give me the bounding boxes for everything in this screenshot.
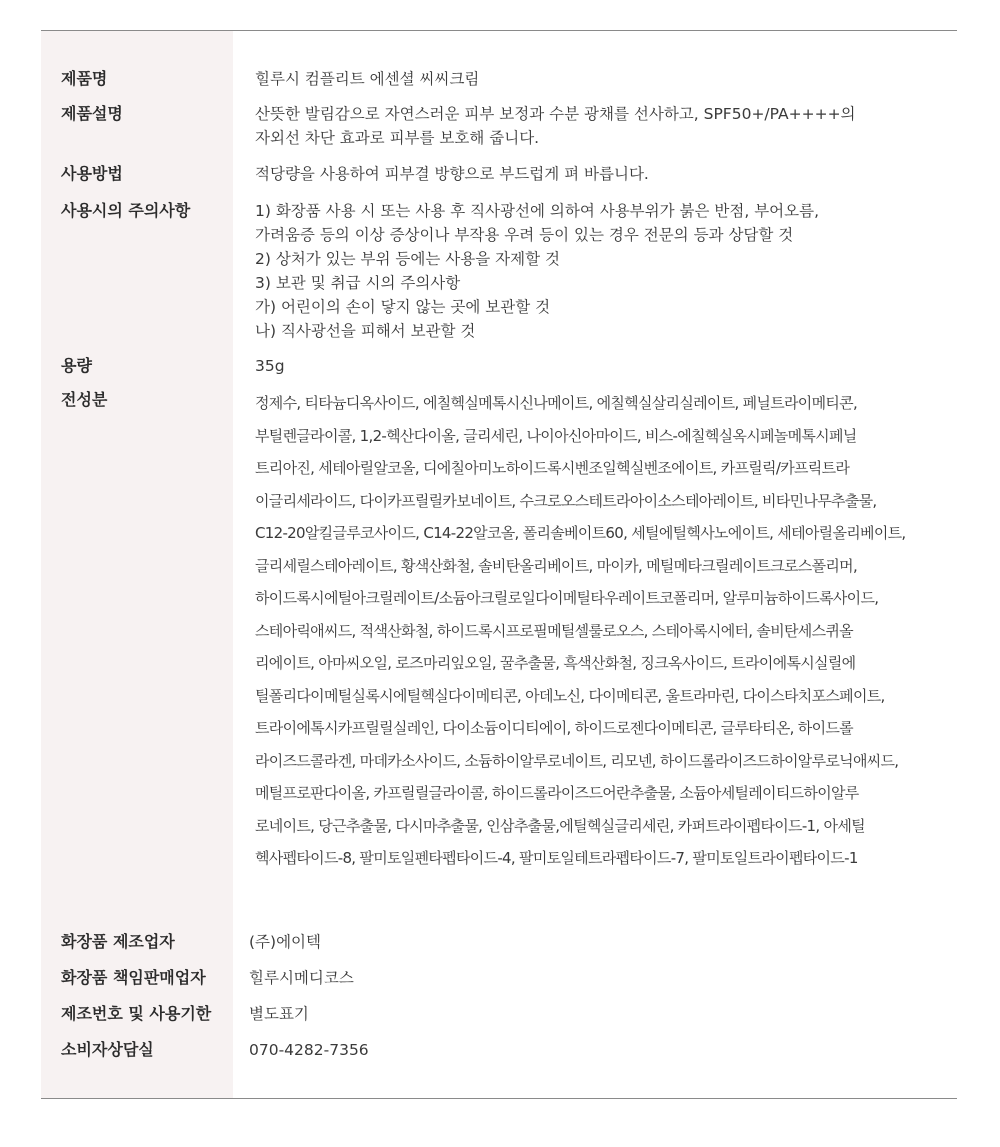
ingredient-line: 틸폴리다이메틸실록시에틸헥실다이메티콘, 아데노신, 다이메티콘, 울트라마린, 다이스타치포스페이트,	[255, 686, 885, 705]
label-precautions: 사용시의 주의사항	[61, 201, 191, 220]
label-lot-expiry: 제조번호 및 사용기한	[61, 1004, 212, 1023]
ingredient-line: 메틸프로판다이올, 카프릴릴글라이콜, 하이드롤라이즈드어란추출물, 소듐아세틸레이티드하이알루	[255, 784, 859, 802]
precaution-line: 1) 화장품 사용 시 또는 사용 후 직사광선에 의하여 사용부위가 붉은 반점, 부어오름,	[255, 202, 820, 220]
ingredient-line: 스테아릭애씨드, 적색산화철, 하이드록시프로필메틸셀룰로오스, 스테아록시에터, 솔비탄세스퀴올	[255, 621, 853, 640]
description-line: 산뜻한 발림감으로 자연스러운 피부 보정과 수분 광채를 선사하고, SPF50+/PA++++의	[255, 105, 856, 123]
value-ingredients	[255, 387, 945, 875]
label-product-name: 제품명	[61, 69, 108, 88]
label-volume: 용량	[61, 356, 92, 375]
precaution-line: 가) 어린이의 손이 닿지 않는 곳에 보관할 것	[255, 298, 551, 316]
ingredient-line: C12-20알킬글루코사이드, C14-22알코올, 폴리솔베이트60, 세틸에틸헥사노에이트, 세테아릴올리베이트,	[255, 524, 906, 542]
value-description	[255, 102, 945, 150]
ingredient-line: 이글리세라이드, 다이카프릴릴카보네이트, 수크로오스테트라아이소스테아레이트, 비타민나무추출물,	[255, 491, 877, 510]
ingredient-line: 헥사펩타이드-8, 팔미토일펜타펩타이드-4, 팔미토일테트라펩타이드-7, 팔미토일트라이펩타이드-1	[255, 849, 858, 867]
value-seller: 힐루시메디코스	[249, 969, 354, 987]
value-precautions	[255, 199, 945, 343]
ingredient-line: 로네이트, 당근추출물, 다시마추출물, 인삼추출물,에틸헥실글리세린, 카퍼트라이펩타이드-1, 아세틸	[255, 816, 865, 835]
label-ingredients: 전성분	[61, 390, 108, 409]
value-consumer-center: 070-4282-7356	[249, 1041, 369, 1059]
label-usage: 사용방법	[61, 164, 123, 183]
label-manufacturer: 화장품 제조업자	[61, 932, 175, 951]
label-consumer-center: 소비자상담실	[61, 1040, 154, 1059]
ingredient-line: 트라이에톡시카프릴릴실레인, 다이소듐이디티에이, 하이드로젠다이메티콘, 글루타티온, 하이드롤	[255, 719, 853, 737]
value-usage: 적당량을 사용하여 피부결 방향으로 부드럽게 펴 바릅니다.	[255, 165, 649, 183]
value-lot-expiry: 별도표기	[249, 1005, 309, 1023]
label-seller: 화장품 책임판매업자	[61, 968, 206, 987]
precaution-line: 2) 상처가 있는 부위 등에는 사용을 자제할 것	[255, 250, 560, 268]
value-product-name: 힐루시 컴플리트 에센셜 씨씨크림	[255, 70, 480, 88]
ingredient-line: 리에이트, 아마씨오일, 로즈마리잎오일, 꿀추출물, 흑색산화철, 징크옥사이드, 트라이에톡시실릴에	[255, 654, 856, 672]
precaution-line: 가려움증 등의 이상 증상이나 부작용 우려 등이 있는 경우 전문의 등과 상담할 것	[255, 226, 794, 244]
ingredient-line: 부틸렌글라이콜, 1,2-헥산다이올, 글리세린, 나이아신아마이드, 비스-에칠헥실옥시페놀메톡시페닐	[255, 426, 857, 445]
label-description: 제품설명	[61, 104, 123, 123]
ingredient-line: 트리아진, 세테아릴알코올, 디에칠아미노하이드록시벤조일헥실벤조에이트, 카프릴릭/카프릭트라	[255, 459, 850, 477]
precaution-line: 3) 보관 및 취급 시의 주의사항	[255, 274, 461, 292]
description-line: 자외선 차단 효과로 피부를 보호해 줍니다.	[255, 129, 540, 147]
ingredient-line: 정제수, 티타늄디옥사이드, 에칠헥실메톡시신나메이트, 에칠헥실살리실레이트, 페닐트라이메티콘,	[255, 394, 858, 412]
ingredient-line: 글리세릴스테아레이트, 황색산화철, 솔비탄올리베이트, 마이카, 메틸메타크릴레이트크로스폴리머,	[255, 556, 858, 575]
precaution-line: 나) 직사광선을 피해서 보관할 것	[255, 322, 476, 340]
value-volume: 35g	[255, 357, 285, 375]
ingredient-line: 라이즈드콜라겐, 마데카소사이드, 소듐하이알루로네이트, 리모넨, 하이드롤라이즈드하이알루로닉애씨드,	[255, 751, 899, 770]
value-manufacturer: (주)에이텍	[249, 933, 321, 951]
bottom-divider	[41, 1098, 957, 1099]
ingredient-line: 하이드록시에틸아크릴레이트/소듐아크릴로일다이메틸타우레이트코폴리머, 알루미늄하이드록사이드,	[255, 589, 879, 607]
